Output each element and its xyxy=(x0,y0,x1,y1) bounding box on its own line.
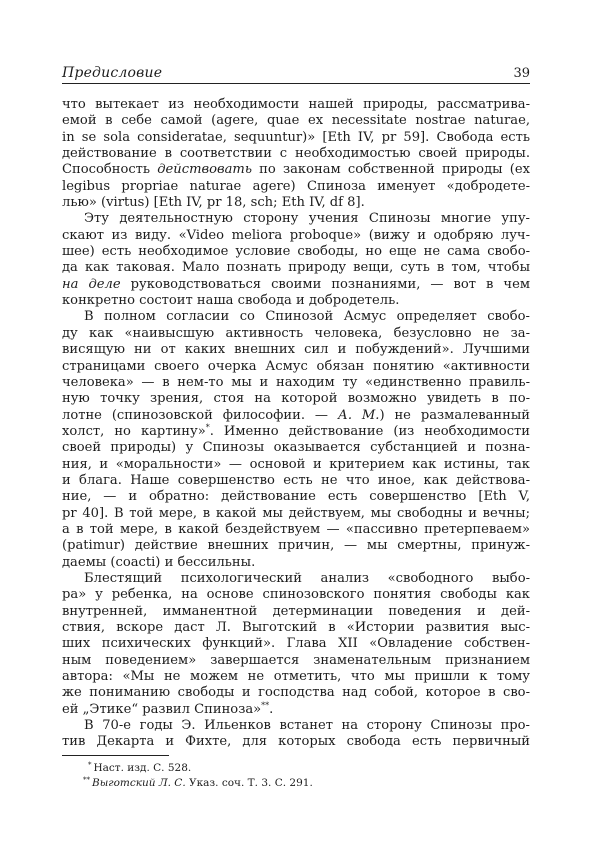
text-run: да как таковая. Мало познать природу вещи, суть в том, чтобы xyxy=(62,260,530,276)
text-run: ра» у ребенка, на основе спинозовского понятия свободы как xyxy=(62,587,530,603)
body-text xyxy=(62,97,530,751)
text-run: емой в себе самой (agere, quae ex necessitate nostrae naturae, xyxy=(62,113,530,129)
footnote-mark: ** xyxy=(83,776,90,784)
text-line xyxy=(62,587,530,603)
text-line xyxy=(62,260,530,276)
footnote-2 xyxy=(83,773,313,790)
text-run: ду как «наивысшую активность человека, безусловно не за- xyxy=(62,325,530,341)
text-line xyxy=(62,162,530,178)
text-run: ) не размалеванный xyxy=(379,407,531,423)
text-run: pr 40]. В той мере, в какой мы действуем, мы свободны и вечны; xyxy=(62,505,530,521)
text-run: и блага. Наше совершенство есть не что иное, как действова- xyxy=(62,472,530,488)
running-header xyxy=(62,64,530,84)
text-run: (patimur) действие внешних причин, — мы смертны, принуж- xyxy=(62,538,530,554)
text-run: Эту деятельностную сторону учения Спинозы многие упу- xyxy=(84,211,530,227)
text-run: В 70-е годы Э. Ильенков встанет на сторону Спинозы про- xyxy=(84,718,530,734)
text-run: Блестящий психологический анализ «свободного выбо- xyxy=(84,570,530,586)
text-run: . Именно действование (из необходимости xyxy=(209,423,530,439)
text-run: автора: «Мы не можем не отметить, что мы пришли к тому xyxy=(62,669,530,685)
text-run: а в той мере, в какой бездействуем — «пассивно претерпеваем» xyxy=(62,521,530,537)
text-line xyxy=(62,636,530,652)
running-header-title: Предисловие xyxy=(62,65,163,81)
text-line xyxy=(62,195,530,211)
text-line xyxy=(62,522,530,538)
text-line xyxy=(62,342,530,358)
text-run: человека» — в нем-то мы и находим ту «единственно правиль- xyxy=(62,374,530,390)
text-run: внутренней, имманентной детерминации поведения и дей- xyxy=(62,603,530,619)
text-line xyxy=(62,408,530,424)
text-line xyxy=(62,326,530,342)
text-run: своей природы) у Спинозы оказывается субстанцией и позна- xyxy=(62,440,530,456)
text-run: руководствоваться своими познаниями, — вот в чем xyxy=(120,276,531,292)
text-run: что вытекает из необходимости нашей природы, рассматрива- xyxy=(62,97,530,112)
text-run: legibus propriae naturae agere) Спиноза именует «добродете- xyxy=(62,178,530,194)
text-run: же пониманию свободы и господства над собой, которое в сво- xyxy=(62,685,530,701)
page-number: 39 xyxy=(513,66,530,81)
text-run: ние, — и обратно: действование есть совершенство [Eth V, xyxy=(62,489,530,505)
text-run: конкретно состоит наша свобода и добродетель. xyxy=(62,293,400,309)
text-line xyxy=(62,620,530,636)
text-line xyxy=(62,309,530,325)
footnote-mark: * xyxy=(88,761,92,769)
text-line xyxy=(62,718,530,734)
text-run: in se sola consideratae, sequuntur)» [Eth IV, pr 59]. Свобода есть xyxy=(62,129,530,145)
footnote-text: Наст. изд. С. 528. xyxy=(93,762,192,774)
text-line xyxy=(62,669,530,685)
footnote-author: Выготский Л. С. xyxy=(92,777,186,789)
emphasis: А. М. xyxy=(337,407,380,423)
text-run: лотне (спинозовской философии. — xyxy=(62,407,338,423)
text-line xyxy=(62,130,530,146)
text-line xyxy=(62,113,530,129)
text-run: ную точку зрения, стоя на которой возможно увидеть в по- xyxy=(62,391,530,407)
text-run: ствия, вскоре даст Л. Выготский в «Истории развития выс- xyxy=(62,620,530,635)
text-run: ным поведением» завершается знаменательным признанием xyxy=(62,652,530,668)
text-run: даемы (coacti) и бессильны. xyxy=(62,554,256,570)
text-line xyxy=(62,457,530,473)
footnote-ref: ** xyxy=(261,700,270,710)
text-line xyxy=(62,97,530,113)
text-line xyxy=(62,424,530,440)
footnote-ref: * xyxy=(205,422,210,432)
text-run: ей „Этике“ развил Спиноза» xyxy=(62,701,262,717)
text-line xyxy=(62,440,530,456)
text-line xyxy=(62,211,530,227)
text-line xyxy=(62,473,530,489)
text-line xyxy=(62,244,530,260)
text-run: . xyxy=(269,701,274,717)
footnote-text: Указ. соч. Т. 3. С. 291. xyxy=(185,777,313,789)
text-run: шее) есть необходимое условие свободы, но еще не сама свобо- xyxy=(62,244,530,260)
text-run: страницами своего очерка Асмус обязан понятию «активности xyxy=(62,358,530,374)
text-line xyxy=(62,391,530,407)
text-line xyxy=(62,228,530,244)
text-run: ших психических функций». Глава XII «Овладение собствен- xyxy=(62,636,530,652)
text-line xyxy=(62,179,530,195)
text-run: действование в соответствии с необходимостью своей природы. xyxy=(62,146,530,162)
text-run: тив Декарта и Фихте, для которых свобода есть первичный xyxy=(62,734,530,750)
text-run: лью» (virtus) [Eth IV, pr 18, sch; Eth IV, df 8]. xyxy=(62,195,365,211)
text-line xyxy=(62,538,530,554)
text-line xyxy=(62,555,530,571)
text-line xyxy=(62,702,530,718)
text-line xyxy=(62,571,530,587)
text-line xyxy=(62,506,530,522)
text-run: скают из виду. «Video meliora proboque» (вижу и одобряю луч- xyxy=(62,227,530,243)
text-run: Способность xyxy=(62,162,158,178)
text-line xyxy=(62,277,530,293)
text-line xyxy=(62,375,530,391)
footnote-separator xyxy=(62,755,169,756)
text-line xyxy=(62,604,530,620)
emphasis: действовать xyxy=(157,162,252,178)
text-line xyxy=(62,734,530,750)
text-line xyxy=(62,146,530,162)
text-run: В полном согласии со Спинозой Асмус определяет свобо- xyxy=(84,309,530,325)
text-line xyxy=(62,359,530,375)
text-run: висящую ни от каких внешних сил и побуждений». Лучшими xyxy=(62,342,530,358)
emphasis: на деле xyxy=(62,276,121,292)
text-run: по законам собственной природы (ex xyxy=(251,162,530,178)
text-run: холст, но картину» xyxy=(62,423,206,439)
text-line xyxy=(62,489,530,505)
text-line xyxy=(62,293,530,309)
text-line xyxy=(62,685,530,701)
text-line xyxy=(62,653,530,669)
text-run: ния, и «моральности» — основой и критерием как истины, так xyxy=(62,456,530,472)
